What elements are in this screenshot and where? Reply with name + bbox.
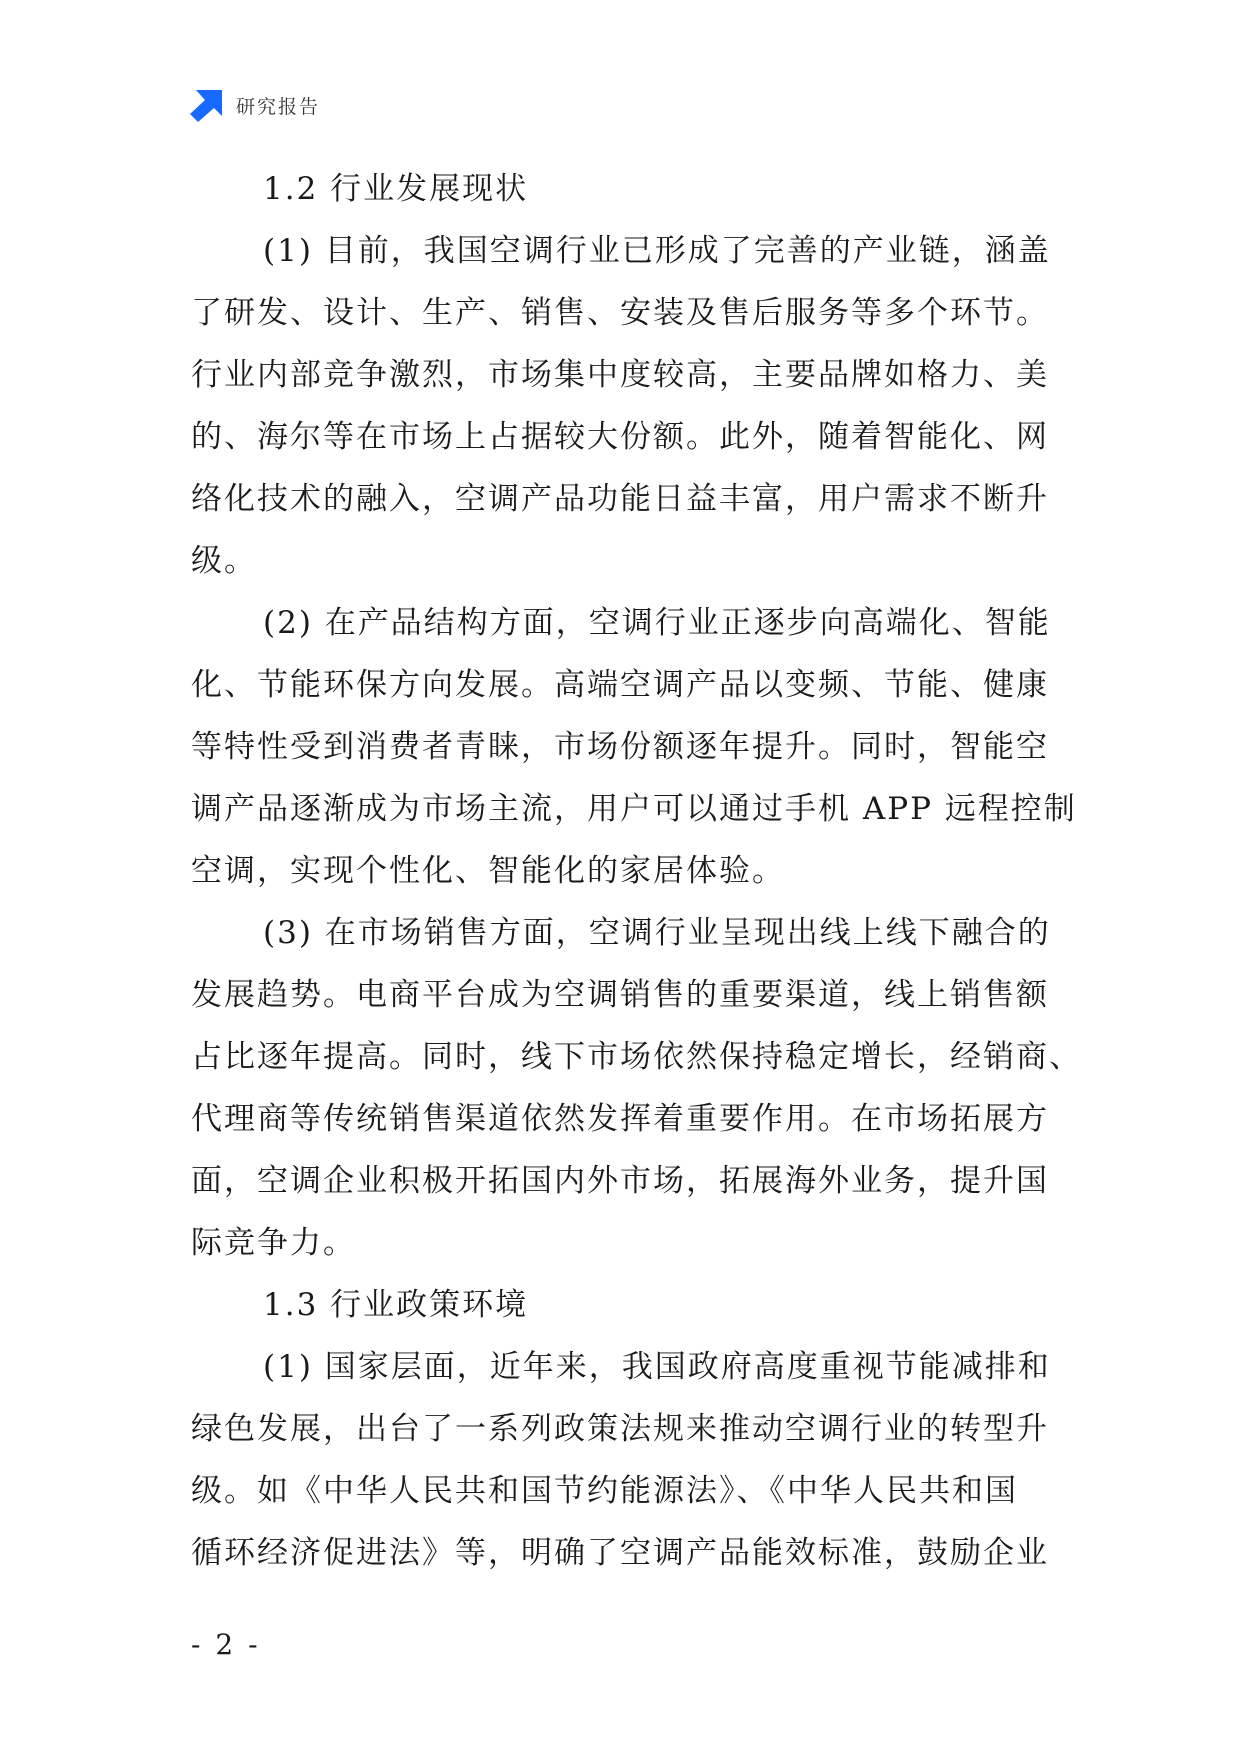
header-title: 研究报告 — [236, 95, 321, 118]
document-body — [191, 158, 1082, 1584]
paragraph-line: (1) 目前，我国空调行业已形成了完善的产业链，涵盖 — [263, 233, 1051, 269]
paragraph-line: 占比逐年提高。同时，线下市场依然保持稳定增长，经销商、 — [191, 1039, 1082, 1075]
paragraph-line: 循环经济促进法》等，明确了空调产品能效标准，鼓励企业 — [191, 1535, 1049, 1571]
paragraph-line: 的、海尔等在市场上占据较大份额。此外，随着智能化、网 — [191, 419, 1049, 455]
paragraph-line: 空调，实现个性化、智能化的家居体验。 — [191, 853, 785, 889]
paragraph-line: 络化技术的融入，空调产品功能日益丰富，用户需求不断升 — [191, 481, 1049, 517]
paragraph-line: (3) 在市场销售方面，空调行业呈现出线上线下融合的 — [263, 915, 1051, 951]
paragraph-line: (2) 在产品结构方面，空调行业正逐步向高端化、智能 — [263, 605, 1051, 641]
paragraph-line: 化、节能环保方向发展。高端空调产品以变频、节能、健康 — [191, 667, 1049, 703]
paragraph-line: 等特性受到消费者青睐，市场份额逐年提升。同时，智能空 — [191, 729, 1049, 765]
paragraph-line: 调产品逐渐成为市场主流，用户可以通过手机 APP 远程控制 — [191, 791, 1077, 827]
paragraph-line: 发展趋势。电商平台成为空调销售的重要渠道，线上销售额 — [191, 977, 1049, 1013]
paragraph-line: 级。如《中华人民共和国节约能源法》、《中华人民共和国 — [191, 1473, 1018, 1509]
paragraph-line: 代理商等传统销售渠道依然发挥着重要作用。在市场拓展方 — [191, 1101, 1049, 1137]
page-number: - 2 - — [191, 1628, 261, 1661]
section-heading: 1.2 行业发展现状 — [263, 171, 529, 207]
paragraph-line: 际竞争力。 — [191, 1225, 356, 1261]
paragraph-line: 了研发、设计、生产、销售、安装及售后服务等多个环节。 — [191, 295, 1049, 331]
paragraph-line: 行业内部竞争激烈，市场集中度较高，主要品牌如格力、美 — [191, 357, 1049, 393]
paragraph-line: (1) 国家层面，近年来，我国政府高度重视节能减排和 — [263, 1349, 1051, 1385]
paragraph-line: 绿色发展，出台了一系列政策法规来推动空调行业的转型升 — [191, 1411, 1049, 1447]
paragraph-line: 级。 — [191, 543, 257, 579]
report-header — [190, 88, 320, 122]
section-heading: 1.3 行业政策环境 — [263, 1287, 529, 1323]
arrow-up-right-icon — [190, 88, 224, 122]
paragraph-line: 面，空调企业积极开拓国内外市场，拓展海外业务，提升国 — [191, 1163, 1049, 1199]
